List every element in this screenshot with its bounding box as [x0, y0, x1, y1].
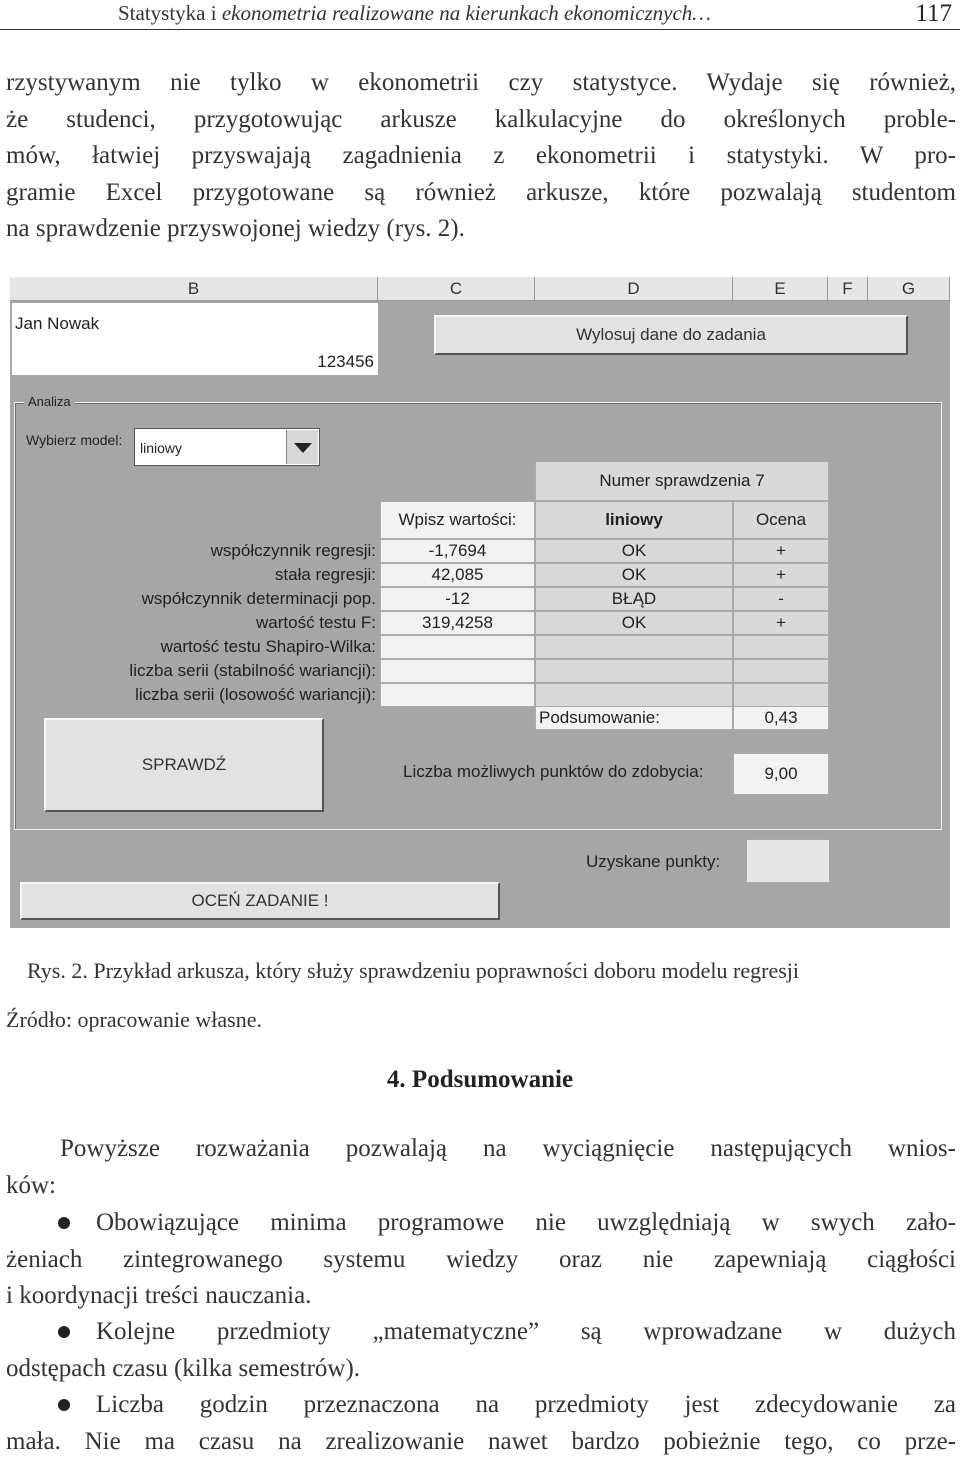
- section-title: 4. Podsumowanie: [386, 1066, 574, 1093]
- text-line: odstępach czasu (kilka semestrów).: [6, 1354, 361, 1382]
- chevron-down-icon[interactable]: [286, 430, 318, 464]
- text-line: że studenci, przygotowując arkusze kalkulacyjne do określonych proble-: [6, 105, 956, 133]
- value-input[interactable]: 42,085: [380, 563, 535, 587]
- model-select-value: liniowy: [140, 440, 183, 456]
- text-line: Obowiązujące minima programowe nie uwzględniają w swych zało-: [96, 1209, 956, 1236]
- max-points-label: Liczba możliwych punktów do zdobycia:: [403, 762, 704, 781]
- intro-paragraph: [6, 65, 956, 248]
- status-cell: OK: [535, 611, 733, 635]
- status-cell: [535, 635, 733, 659]
- column-header-e[interactable]: E: [733, 277, 828, 301]
- running-title: Statystyka i ekonometria realizowane na kierunkach ekonomicznych…: [118, 1, 711, 25]
- grade-column-header: Ocena: [733, 501, 829, 539]
- text-line: mała. Nie ma czasu na zrealizowanie nawet bardzo pobieżnie tego, co prze-: [6, 1427, 956, 1455]
- earned-points-field[interactable]: [746, 839, 830, 883]
- value-input[interactable]: -12: [380, 587, 535, 611]
- check-button[interactable]: SPRAWDŹ: [44, 718, 324, 812]
- value-input[interactable]: 319,4258: [380, 611, 535, 635]
- text-line: ków:: [6, 1171, 56, 1199]
- text-line: i koordynacji treści nauczania.: [6, 1282, 312, 1309]
- grade-cell: [733, 659, 829, 683]
- figure-caption: Rys. 2. Przykład arkusza, który służy sprawdzeniu poprawności doboru modelu regresji: [27, 958, 799, 983]
- text-line: mów, łatwiej przyswajają zagadnienia z ekonometrii i statystyki. W pro-: [6, 142, 956, 169]
- summary-paragraph: [6, 1131, 956, 1204]
- status-cell: BŁĄD: [535, 587, 733, 611]
- summary-value: 0,43: [733, 706, 829, 730]
- value-input[interactable]: -1,7694: [380, 539, 535, 563]
- grade-cell: +: [733, 563, 829, 587]
- grade-cell: -: [733, 587, 829, 611]
- student-cell[interactable]: [12, 303, 378, 375]
- model-label: Wybierz model:: [26, 432, 123, 448]
- status-cell: OK: [535, 563, 733, 587]
- bullet-item: [6, 1205, 956, 1315]
- column-header-b[interactable]: B: [10, 277, 378, 301]
- draw-data-button[interactable]: Wylosuj dane do zadania: [434, 315, 908, 355]
- row-label: liczba serii (stabilność wariancji):: [129, 661, 376, 680]
- enter-values-header: Wpisz wartości:: [380, 501, 535, 539]
- status-cell: [535, 659, 733, 683]
- student-name: Jan Nowak: [15, 314, 100, 333]
- row-label: stała regresji:: [274, 565, 376, 584]
- column-header-g[interactable]: G: [868, 277, 950, 301]
- grade-cell: +: [733, 539, 829, 563]
- status-cell: OK: [535, 539, 733, 563]
- column-header-d[interactable]: D: [535, 277, 733, 301]
- text-line: Kolejne przedmioty „matematyczne” są wprowadzane w dużych: [96, 1318, 956, 1345]
- grade-cell: [733, 683, 829, 707]
- text-line: gramie Excel przygotowane są również arkusze, które pozwalają studentom: [6, 178, 956, 206]
- status-cell: [535, 683, 733, 707]
- max-points-value: 9,00: [733, 753, 829, 795]
- student-id: 123456: [317, 352, 374, 371]
- text-line: rzystywanym nie tylko w ekonometrii czy statystyce. Wydaje się również,: [6, 69, 956, 96]
- page-number: 117: [915, 0, 952, 27]
- value-input[interactable]: [380, 683, 535, 707]
- column-header-f[interactable]: F: [828, 277, 868, 301]
- grade-cell: +: [733, 611, 829, 635]
- row-label: współczynnik determinacji pop.: [141, 589, 376, 608]
- value-input[interactable]: [380, 635, 535, 659]
- grade-cell: [733, 635, 829, 659]
- row-label: wartość testu F:: [256, 613, 376, 632]
- text-line: Powyższe rozważania pozwalają na wyciągnięcie następujących wnios-: [60, 1135, 956, 1162]
- model-select[interactable]: [134, 428, 320, 466]
- text-line: na sprawdzenie przyswojonej wiedzy (rys. 2).: [6, 215, 465, 242]
- running-header: [0, 0, 960, 30]
- row-label: współczynnik regresji:: [210, 541, 376, 560]
- summary-label: Podsumowanie:: [535, 706, 733, 730]
- text-line: Liczba godzin przeznaczona na przedmioty jest zdecydowanie za: [96, 1391, 956, 1418]
- row-label: liczba serii (losowość wariancji):: [135, 685, 376, 704]
- row-label: wartość testu Shapiro-Wilka:: [160, 637, 376, 656]
- bullet-item: [6, 1387, 956, 1460]
- grade-task-button[interactable]: OCEŃ ZADANIE !: [20, 882, 500, 920]
- earned-points-label: Uzyskane punkty:: [586, 852, 721, 871]
- bullet-item: [6, 1314, 956, 1387]
- figure-source: Źródło: opracowanie własne.: [6, 1007, 262, 1032]
- column-header-c[interactable]: C: [378, 277, 535, 301]
- analysis-group-label: Analiza: [24, 394, 75, 409]
- model-column-header: liniowy: [535, 501, 733, 539]
- text-line: żeniach zintegrowanego systemu wiedzy oraz nie zapewniają ciągłości: [6, 1245, 956, 1273]
- value-input[interactable]: [380, 659, 535, 683]
- spreadsheet-figure: [10, 277, 950, 928]
- check-number-header: Numer sprawdzenia 7: [535, 461, 829, 501]
